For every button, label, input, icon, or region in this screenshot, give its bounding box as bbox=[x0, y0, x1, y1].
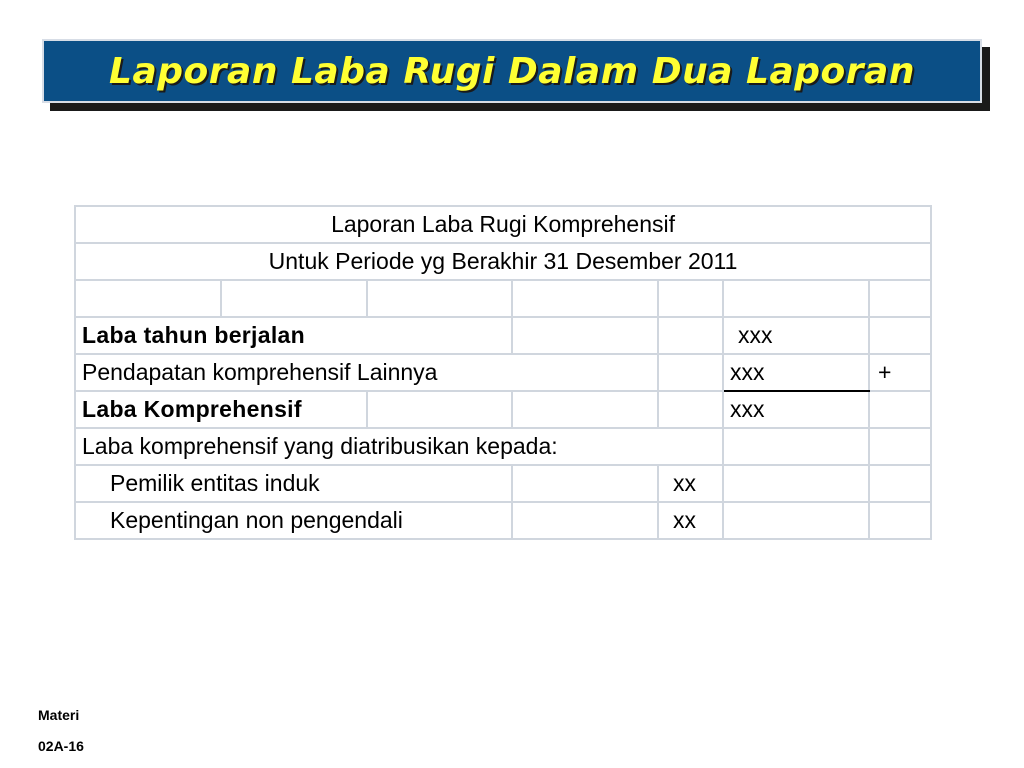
table-row-profit-year bbox=[75, 317, 931, 354]
empty-cell bbox=[512, 465, 658, 502]
empty-cell bbox=[658, 280, 723, 317]
empty-cell bbox=[723, 502, 869, 539]
table-row-parent-owner bbox=[75, 465, 931, 502]
empty-cell bbox=[75, 280, 221, 317]
empty-cell bbox=[723, 280, 869, 317]
empty-cell bbox=[367, 280, 512, 317]
empty-cell bbox=[658, 391, 723, 428]
empty-cell bbox=[367, 391, 512, 428]
statement-period: Untuk Periode yg Berakhir 31 Desember 2011 bbox=[75, 243, 931, 280]
empty-cell bbox=[658, 354, 723, 391]
empty-cell bbox=[869, 502, 931, 539]
amount-profit-year: xxx bbox=[723, 317, 869, 354]
row-label-attributable: Laba komprehensif yang diatribusikan kepada: bbox=[75, 428, 723, 465]
row-label-comprehensive-profit: Laba Komprehensif bbox=[75, 391, 367, 428]
table-row-empty bbox=[75, 280, 931, 317]
empty-cell bbox=[869, 465, 931, 502]
row-label-other-comprehensive: Pendapatan komprehensif Lainnya bbox=[75, 354, 658, 391]
title-bar bbox=[42, 39, 982, 103]
amount-comprehensive-profit: xxx bbox=[723, 391, 869, 428]
empty-cell bbox=[512, 317, 658, 354]
amount-non-controlling: xx bbox=[658, 502, 723, 539]
table-row-non-controlling bbox=[75, 502, 931, 539]
empty-cell bbox=[658, 317, 723, 354]
income-statement-table bbox=[74, 205, 932, 540]
plus-operator: + bbox=[869, 354, 931, 391]
empty-cell bbox=[512, 391, 658, 428]
empty-cell bbox=[869, 391, 931, 428]
amount-parent-owner: xx bbox=[658, 465, 723, 502]
table-row-period bbox=[75, 243, 931, 280]
row-label-profit-year: Laba tahun berjalan bbox=[75, 317, 512, 354]
footer-materi: Materi bbox=[38, 707, 80, 723]
footer-slide-number: 02A-16 bbox=[38, 738, 84, 754]
row-label-non-controlling: Kepentingan non pengendali bbox=[75, 502, 512, 539]
slide-title: Laporan Laba Rugi Dalam Dua Laporan bbox=[109, 50, 915, 92]
table-row-heading bbox=[75, 206, 931, 243]
empty-cell bbox=[869, 317, 931, 354]
table-row-comprehensive-profit bbox=[75, 391, 931, 428]
table-row-other-comprehensive bbox=[75, 354, 931, 391]
table-row-attributable bbox=[75, 428, 931, 465]
empty-cell bbox=[723, 428, 869, 465]
empty-cell bbox=[512, 502, 658, 539]
empty-cell bbox=[723, 465, 869, 502]
row-label-parent-owner: Pemilik entitas induk bbox=[75, 465, 512, 502]
statement-heading: Laporan Laba Rugi Komprehensif bbox=[75, 206, 931, 243]
empty-cell bbox=[512, 280, 658, 317]
empty-cell bbox=[869, 428, 931, 465]
empty-cell bbox=[221, 280, 367, 317]
amount-other-comprehensive: xxx bbox=[723, 354, 869, 391]
empty-cell bbox=[869, 280, 931, 317]
